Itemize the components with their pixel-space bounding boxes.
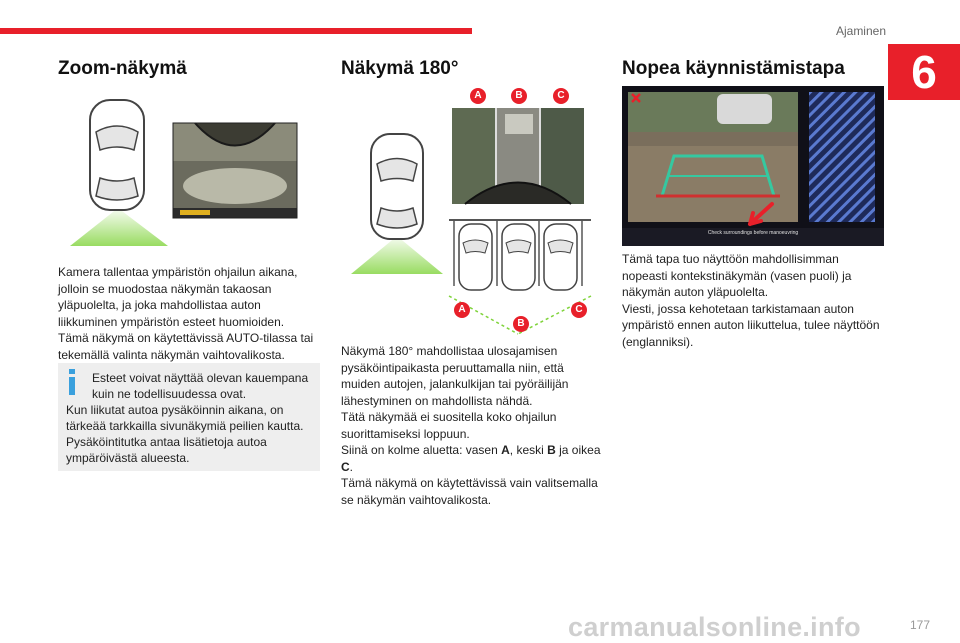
quick-start-heading: Nopea käynnistämistapa — [622, 58, 845, 79]
text-line: näkymän auton yläpuolelta. — [622, 285, 769, 299]
view-180-illustration — [345, 106, 605, 336]
info-icon — [66, 369, 78, 395]
zones-line-end — [341, 459, 611, 476]
label-a-top: A — [470, 88, 486, 104]
text-line: ympäröivästä alueesta. — [66, 451, 190, 465]
label-b-top: B — [511, 88, 527, 104]
text-line: pysäköintipaikasta peruuttamalla niin, että — [341, 360, 564, 375]
text-line: Kamera tallentaa ympäristön ohjailun aikana, — [58, 265, 298, 279]
note-first-text: Esteet voivat näyttää olevan kauempana kuin ne todellisuudessa ovat. — [92, 371, 309, 401]
text-line: Tätä näkymää ei suositella koko ohjailun — [341, 410, 557, 424]
text-line: Tämä näkymä on käytettävissä vain valitsemalla — [341, 476, 598, 490]
zone-a: A — [501, 443, 510, 457]
text-line: Kun liikutat autoa pysäköinnin aikana, on — [66, 403, 284, 417]
text-segment: Siinä on kolme aluetta: vasen — [341, 443, 502, 457]
zone-b: B — [547, 443, 556, 457]
text-line: tärkeää tarkkailla sivunäkymiä peilien kautta. — [66, 419, 304, 433]
header-accent-bar — [0, 28, 472, 34]
zoom-view-illustration — [60, 98, 310, 248]
text-line: Pysäköintitutka antaa lisätietoja autoa — [66, 435, 267, 449]
car-top-view-icon — [90, 100, 144, 210]
text-line: yläpuolelta, ja joka mahdollistaa auton — [58, 298, 261, 312]
car-top-view-icon — [371, 134, 423, 239]
zoom-view-heading: Zoom-näkymä — [58, 58, 187, 79]
text-line: lähestyminen on mahdollista nähdä. — [341, 393, 533, 408]
text-line: Viesti, jossa kehotetaan tarkistamaan auton — [622, 301, 854, 316]
page-number: 177 — [909, 618, 930, 632]
info-note-box — [58, 363, 320, 471]
zone-c: C — [341, 459, 350, 474]
text-line: Näkymä 180° mahdollistaa ulosajamisen — [341, 344, 558, 358]
text-line: jolloin se muodostaa näkymän takaosan — [58, 281, 272, 296]
quick-start-screen — [622, 86, 884, 246]
zoom-camera-image — [173, 123, 297, 218]
note-body — [66, 402, 314, 466]
watermark-site: carmanualsonline.info — [568, 612, 861, 642]
camera-field-of-view — [70, 208, 168, 246]
text-line: se näkymän vaihtovalikosta. — [341, 492, 492, 507]
text-line: liikkuminen ympäristön esteet huomioiden. — [58, 314, 285, 329]
chapter-title: Ajaminen — [835, 24, 886, 38]
text-line: suorittamiseksi loppuun. — [341, 426, 470, 441]
quick-start-description — [622, 251, 897, 350]
text-line: tekemällä valinta näkymän vaihtovalikosta. — [58, 347, 285, 362]
text-line: muiden autojen, jalankulkijan tai pyöräilijän — [341, 377, 569, 391]
text-line: ympäristö ennen auton liikuttelua, tulee näyttöön — [622, 318, 880, 332]
label-a-bottom: A — [454, 302, 470, 318]
text-line: nopeasti kontekstinäkymän (vasen puoli) ja — [622, 268, 852, 283]
view-180-description — [341, 343, 611, 508]
camera-field-of-view — [351, 236, 443, 274]
text-line: (englanniksi). — [622, 334, 694, 349]
zoom-view-description — [58, 264, 328, 363]
top-view-panel — [809, 92, 875, 222]
zones-line — [341, 442, 611, 459]
camera-180-image — [452, 108, 584, 204]
screen-caption: Check surroundings before manoeuvring — [707, 230, 799, 236]
text-segment: ja oikea — [555, 443, 601, 457]
view-180-heading: Näkymä 180° — [341, 58, 459, 79]
label-b-bottom: B — [513, 316, 529, 332]
chapter-number: 6 — [888, 44, 960, 100]
label-c-bottom: C — [571, 302, 587, 318]
text-line: Tämä näkymä on käytettävissä AUTO-tilassa tai — [58, 331, 314, 345]
text-segment: , keski — [509, 443, 548, 457]
label-c-top: C — [553, 88, 569, 104]
text-segment: . — [349, 459, 354, 474]
text-line: Tämä tapa tuo näyttöön mahdollisimman — [622, 252, 839, 266]
